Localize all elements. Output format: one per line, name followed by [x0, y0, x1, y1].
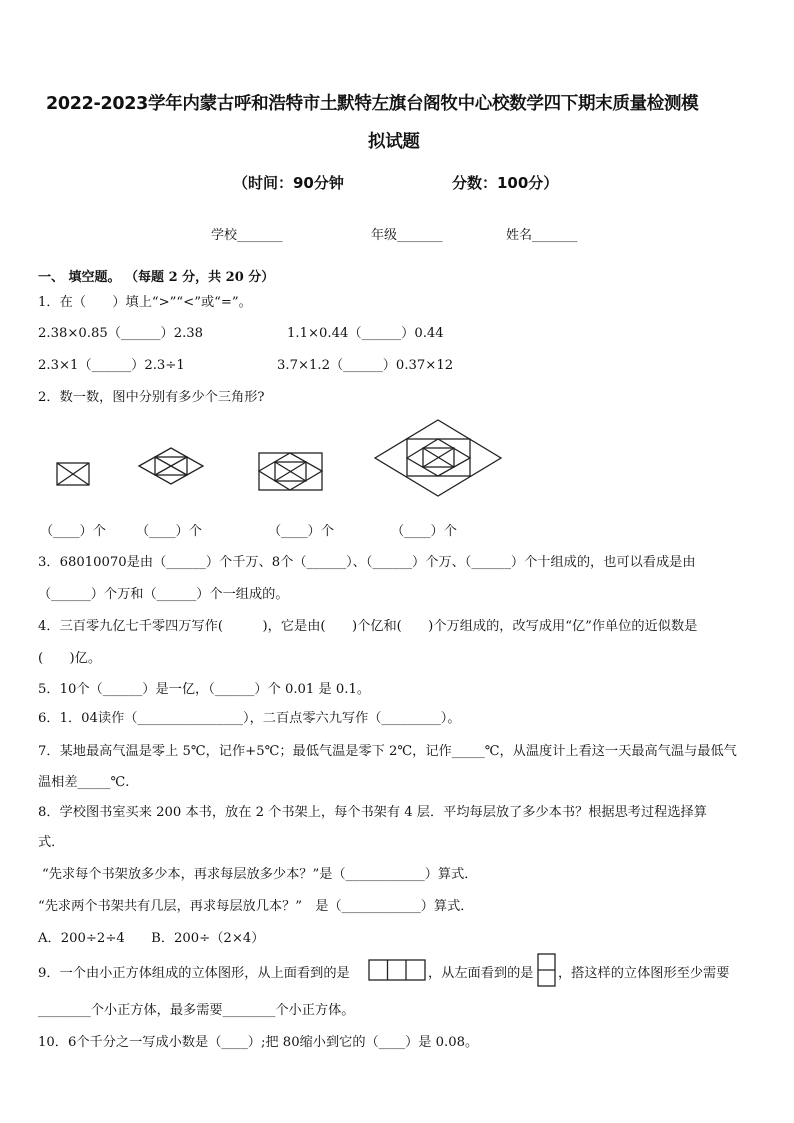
time-info: （时间：90分钟 [233, 174, 344, 192]
q1-item-d: 3.7×1.2（______）0.37×12 [277, 358, 454, 373]
q9-part1: 9．一个由小正方体组成的立体图形，从上面看到的是 [38, 966, 350, 981]
q7-line2: 温相差_____℃. [38, 775, 130, 790]
q3-line2: （______）个万和（______）个一组成的。 [38, 587, 289, 602]
q9-part3: ，搭这样的立体图形至少需要 [558, 966, 730, 981]
triangle-figure-2 [139, 448, 203, 484]
q6-text: 6．1．04读作（________________），二百点零六九写作（_________）。 [38, 711, 461, 726]
school-field[interactable]: 学校_______ [211, 228, 283, 243]
q9-line2: ________个小正方体，最多需要________个小正方体。 [38, 1003, 355, 1018]
q8-line4: “先求两个书架共有几层，再求每层放几本？” 是（____________）算式． [38, 899, 474, 914]
page-title-line2: 拟试题 [368, 132, 420, 152]
q1-text: 1．在（ ）填上“>”“<”或“=”。 [38, 295, 252, 310]
q2-answer-2[interactable]: （____）个 [136, 524, 202, 539]
page-title-line1: 2022-2023学年内蒙古呼和浩特市土默特左旗台阁牧中心校数学四下期末质量检测模 [46, 94, 699, 114]
q1-item-a: 2.38×0.85（______）2.38 [38, 326, 204, 341]
q8-line1: 8．学校图书室买来 200 本书，放在 2 个书架上，每个书架有 4 层．平均每层放了多少本书？根据思考过程选择算 [38, 805, 707, 820]
triangle-figure-4 [375, 420, 501, 496]
grade-field[interactable]: 年级_______ [371, 228, 443, 243]
score-info: 分数：100分） [452, 174, 559, 192]
triangle-figures [0, 410, 794, 510]
q5-text: 5．10个（______）是一亿，（______）个 0.01 是 0.1。 [38, 682, 371, 697]
q3-line1: 3．68010070是由（______）个千万、8个（______）、（______）个万、（______）个十组成的，也可以看成是由 [38, 555, 696, 570]
q8-line2: 式． [38, 835, 65, 850]
q2-answer-4[interactable]: （____）个 [391, 524, 457, 539]
left-view-figure [537, 953, 557, 987]
q4-line2: ( )亿。 [38, 651, 102, 666]
q8-options: A．200÷2÷4 B．200÷（2×4） [38, 931, 265, 946]
triangle-figure-3 [259, 453, 322, 490]
q8-line3: “先求每个书架放多少本，再求每层放多少本？”是（____________）算式． [42, 867, 478, 882]
triangle-figure-1 [57, 463, 89, 485]
q10-text: 10．6个千分之一写成小数是（____）;把 80缩小到它的（____）是 0.08。 [38, 1035, 479, 1050]
q1-item-c: 2.3×1（______）2.3÷1 [38, 358, 185, 373]
q7-line1: 7．某地最高气温是零上 5℃，记作+5℃；最低气温是零下 2℃，记作_____℃，从温度计上看这一天最高气温与最低气 [38, 744, 737, 759]
q2-answer-1[interactable]: （____）个 [40, 524, 106, 539]
q9-part2: ，从左面看到的是 [428, 966, 534, 981]
q1-item-b: 1.1×0.44（______）0.44 [287, 326, 444, 341]
name-field[interactable]: 姓名_______ [506, 228, 578, 243]
q4-line1: 4．三百零九亿七千零四万写作( )，它是由( )个亿和( )个万组成的，改写成用“亿”作单位的近似数是 [38, 619, 698, 634]
q2-text: 2．数一数，图中分别有多少个三角形? [38, 390, 265, 405]
section-heading: 一、 填空题。 （每题 2 分，共 20 分） [38, 270, 275, 285]
top-view-figure [368, 959, 426, 981]
q2-answer-3[interactable]: （____）个 [268, 524, 334, 539]
